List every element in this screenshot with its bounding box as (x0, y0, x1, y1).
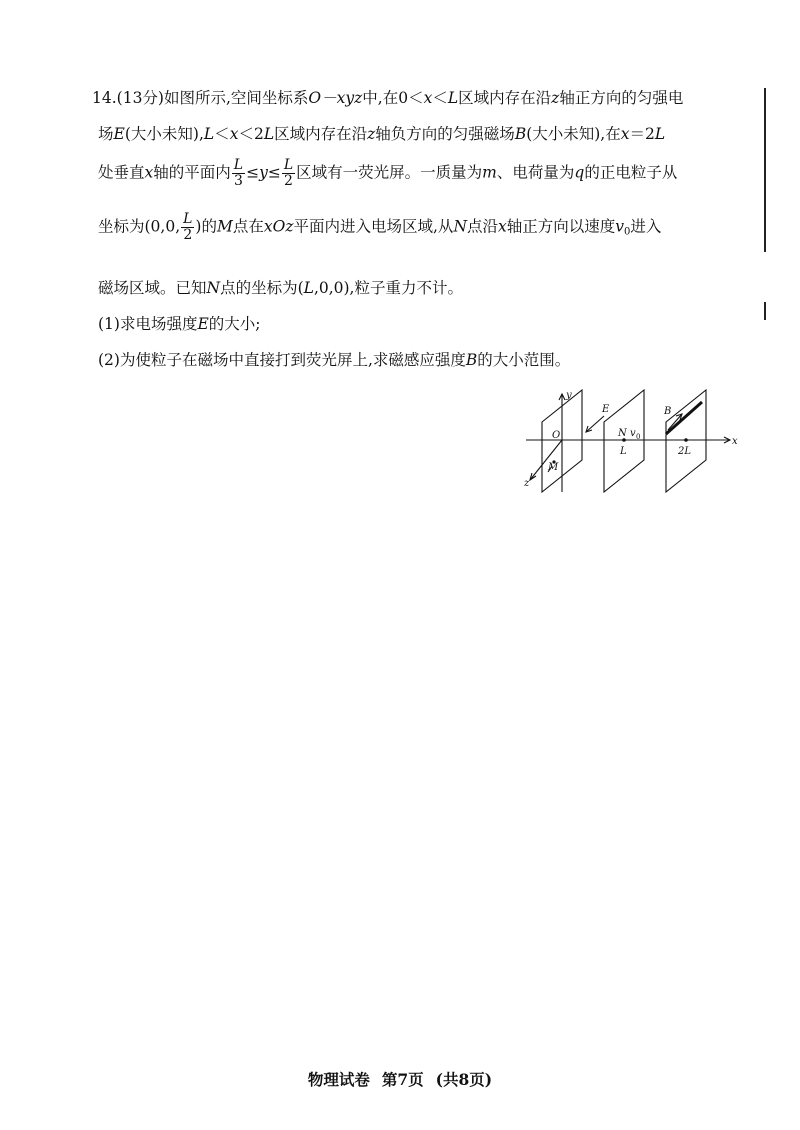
text: 如图所示,空间坐标系 (163, 89, 309, 107)
text: ＜ (432, 89, 448, 107)
label-O: O (552, 430, 561, 441)
question-line-4 (98, 212, 661, 243)
fraction-denominator: 2 (183, 227, 193, 243)
question-line-3 (98, 158, 677, 189)
text: 、电荷量为 (496, 163, 575, 182)
label-N: N (618, 428, 627, 439)
text: 场 (98, 125, 114, 143)
margin-binding-mark (764, 302, 766, 320)
text: (2)为使粒子在磁场中直接打到荧光屏上,求磁感应强度 (98, 351, 466, 369)
text: 点的坐标为( (220, 279, 304, 297)
text: 平面内进入电场区域,从 (293, 217, 454, 236)
text: 进入 (630, 217, 662, 236)
label-B: B (664, 406, 672, 417)
footer-page: 第7页 (381, 1070, 424, 1089)
coordinate-diagram (522, 388, 742, 498)
question-score: (13分) (116, 89, 164, 107)
text: 的大小范围。 (477, 351, 571, 369)
fraction-numerator: L (183, 211, 193, 227)
text: 区域有一荧光屏。一质量为 (296, 163, 483, 182)
text: (1)求电场强度 (98, 315, 198, 333)
math-var: B (514, 125, 527, 143)
text: ≤ (246, 163, 260, 182)
math-var: L (263, 125, 275, 143)
text: 点在 (232, 217, 264, 236)
page-footer (0, 1068, 800, 1090)
question-number: 14. (92, 89, 117, 107)
label-M: M (548, 462, 559, 473)
math-var: N (453, 217, 467, 236)
text: 轴负方向的匀强磁场 (375, 125, 515, 143)
z-axis (530, 440, 562, 480)
text: ＝2 (629, 125, 655, 143)
text: 的正电粒子从 (584, 163, 678, 182)
margin-binding-line (764, 88, 766, 252)
text: 中,在0＜ (362, 89, 424, 107)
fraction-numerator: L (233, 157, 244, 173)
text: 坐标为(0,0, (98, 217, 181, 236)
fraction-denominator: 3 (233, 173, 243, 189)
math-var: m (482, 163, 497, 182)
math-var: x (144, 163, 154, 182)
label-L: L (620, 446, 627, 457)
label-v: v (630, 428, 636, 439)
math-var: q (574, 163, 585, 182)
math-var: y (259, 163, 268, 182)
text: (大小未知),在 (526, 125, 621, 143)
math-var: L (203, 125, 215, 143)
math-var: E (113, 125, 125, 143)
fraction-denominator: 2 (284, 173, 293, 189)
question-part-2 (98, 350, 570, 370)
text: 轴正方向的匀强电 (559, 89, 684, 107)
math-var: z (551, 89, 560, 107)
footer-total: (共8页) (435, 1070, 493, 1089)
math-var: x (423, 89, 433, 107)
fraction-L-over-3 (232, 158, 245, 189)
text: 点沿 (467, 217, 499, 236)
text: ＜ (214, 125, 230, 143)
math-var: xOz (263, 217, 294, 236)
math-var: L (447, 89, 459, 107)
e-field-arrow (586, 416, 604, 432)
math-var: L (654, 125, 666, 143)
text: 轴的平面内 (153, 163, 231, 182)
question-part-1 (98, 314, 261, 334)
math-var: L (303, 279, 314, 297)
math-var: E (197, 315, 209, 333)
question-line-2 (98, 124, 665, 144)
label-E: E (602, 404, 610, 415)
text: (大小未知), (124, 125, 204, 143)
text: )的 (195, 217, 217, 236)
label-v-sub: 0 (636, 433, 641, 441)
text: 区域内存在沿 (458, 89, 552, 107)
math-var: x (229, 125, 239, 143)
text: 轴正方向以速度 (506, 217, 616, 236)
text: ,0,0),粒子重力不计。 (313, 279, 463, 297)
math-var: B (465, 351, 478, 369)
fraction-numerator: L (283, 157, 294, 173)
text: 磁场区域。已知 (98, 279, 207, 297)
text: ＜2 (238, 125, 264, 143)
label-z: z (524, 478, 530, 489)
footer-subject: 物理试卷 (307, 1070, 370, 1089)
label-x: x (732, 436, 738, 447)
math-var: M (216, 217, 233, 236)
question-line-5 (98, 278, 463, 298)
question-line-1 (92, 88, 683, 108)
math-var: z (367, 125, 376, 143)
math-var: O－xyz (308, 89, 363, 107)
label-2L: 2L (678, 446, 692, 457)
subscript: 0 (624, 226, 631, 238)
math-var: x (620, 125, 630, 143)
point-2L (684, 438, 688, 442)
math-var: N (206, 279, 221, 297)
fraction-L-over-2 (181, 212, 194, 243)
text: 处垂直 (98, 163, 145, 182)
math-var: x (498, 217, 507, 236)
label-y: y (566, 390, 572, 401)
text: 区域内存在沿 (274, 125, 368, 143)
text: ≤ (267, 163, 281, 182)
fraction-L-over-2 (282, 158, 295, 189)
text: 的大小; (208, 315, 261, 333)
math-var: v (615, 217, 625, 236)
